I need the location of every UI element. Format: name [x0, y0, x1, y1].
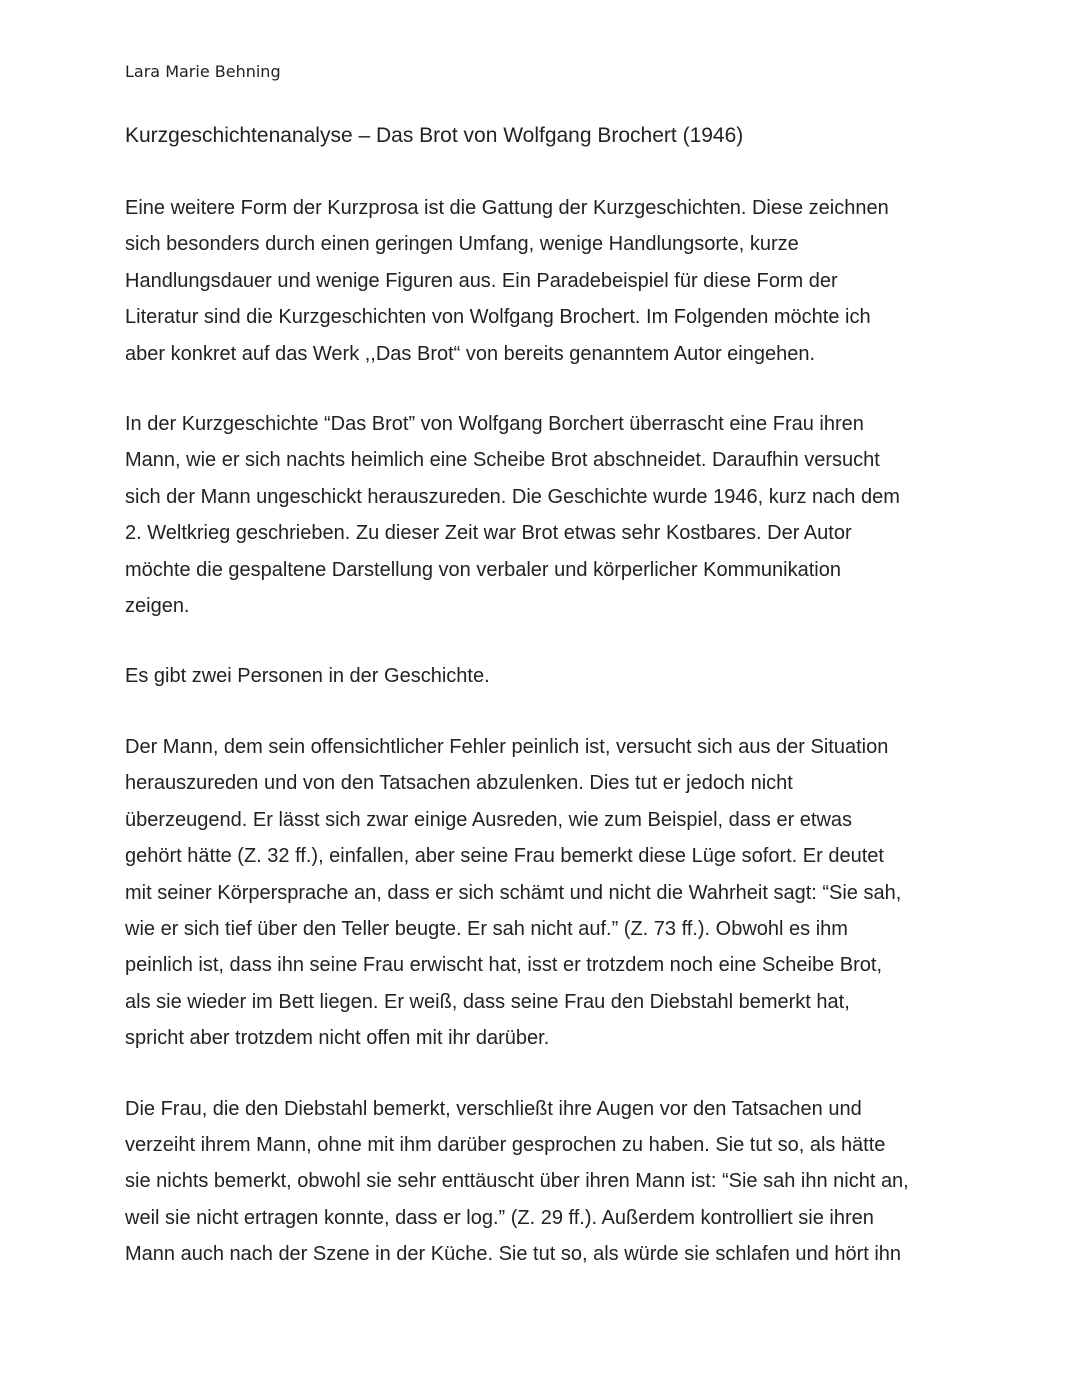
- text-line: spricht aber trotzdem nicht offen mit ihr darüber.: [125, 1027, 550, 1050]
- text-line: sich besonders durch einen geringen Umfang, wenige Handlungsorte, kurze: [125, 233, 799, 256]
- text-line: Mann auch nach der Szene in der Küche. Sie tut so, als würde sie schlafen und hört ihn: [125, 1243, 902, 1266]
- text-line: Mann, wie er sich nachts heimlich eine Scheibe Brot abschneidet. Daraufhin versucht: [125, 449, 880, 472]
- text-line: mit seiner Körpersprache an, dass er sich schämt und nicht die Wahrheit sagt: “Sie sah,: [125, 881, 902, 904]
- text-line: Es gibt zwei Personen in der Geschichte.: [125, 665, 490, 688]
- text-line: als sie wieder im Bett liegen. Er weiß, dass seine Frau den Diebstahl bemerkt hat,: [125, 990, 850, 1013]
- text-line: überzeugend. Er lässt sich zwar einige Ausreden, wie zum Beispiel, dass er etwas: [125, 808, 853, 831]
- text-line: möchte die gespaltene Darstellung von verbaler und körperlicher Kommunikation: [125, 558, 841, 581]
- text-line: sie nichts bemerkt, obwohl sie sehr enttäuscht über ihren Mann ist: “Sie sah ihn nicht an,: [125, 1170, 909, 1193]
- text-line: zeigen.: [125, 595, 190, 618]
- paragraph-summary: [125, 406, 985, 624]
- text-line: aber konkret auf das Werk ,,Das Brot“ von bereits genanntem Autor eingehen.: [125, 342, 816, 365]
- text-line: verzeiht ihrem Mann, ohne mit ihm darüber gesprochen zu haben. Sie tut so, als hätte: [125, 1133, 886, 1156]
- text-line: 2. Weltkrieg geschrieben. Zu dieser Zeit war Brot etwas sehr Kostbares. Der Autor: [125, 522, 852, 545]
- text-line: gehört hätte (Z. 32 ff.), einfallen, aber seine Frau bemerkt diese Lüge sofort. Er deutet: [125, 845, 884, 868]
- text-line: weil sie nicht ertragen konnte, dass er log.” (Z. 29 ff.). Außerdem kontrolliert sie ihren: [125, 1206, 874, 1229]
- text-line: Eine weitere Form der Kurzprosa ist die Gattung der Kurzgeschichten. Diese zeichnen: [125, 197, 889, 219]
- author-name: Lara Marie Behning: [125, 62, 281, 81]
- text-line: herauszureden und von den Tatsachen abzulenken. Dies tut er jedoch nicht: [125, 772, 793, 795]
- paragraph-persons: [125, 658, 985, 694]
- text-line: wie er sich tief über den Teller beugte. Er sah nicht auf.” (Z. 73 ff.). Obwohl es ihm: [125, 917, 848, 940]
- text-line: Handlungsdauer und wenige Figuren aus. Ein Paradebeispiel für diese Form der: [125, 269, 838, 292]
- text-line: Die Frau, die den Diebstahl bemerkt, verschließt ihre Augen vor den Tatsachen und: [125, 1097, 862, 1120]
- document-title: Kurzgeschichtenanalyse – Das Brot von Wolfgang Brochert (1946): [125, 124, 744, 147]
- text-line: In der Kurzgeschichte “Das Brot” von Wolfgang Borchert überrascht eine Frau ihren: [125, 413, 864, 436]
- text-line: sich der Mann ungeschickt herauszureden. Die Geschichte wurde 1946, kurz nach dem: [125, 485, 900, 508]
- paragraph-man: [125, 729, 985, 1057]
- document-body: [125, 190, 985, 1307]
- paragraph-intro: [125, 190, 985, 372]
- paragraph-woman: [125, 1091, 985, 1273]
- text-line: Literatur sind die Kurzgeschichten von Wolfgang Brochert. Im Folgenden möchte ich: [125, 306, 871, 329]
- text-line: Der Mann, dem sein offensichtlicher Fehler peinlich ist, versucht sich aus der Situation: [125, 735, 889, 758]
- text-line: peinlich ist, dass ihn seine Frau erwischt hat, isst er trotzdem noch eine Scheibe Brot,: [125, 954, 883, 977]
